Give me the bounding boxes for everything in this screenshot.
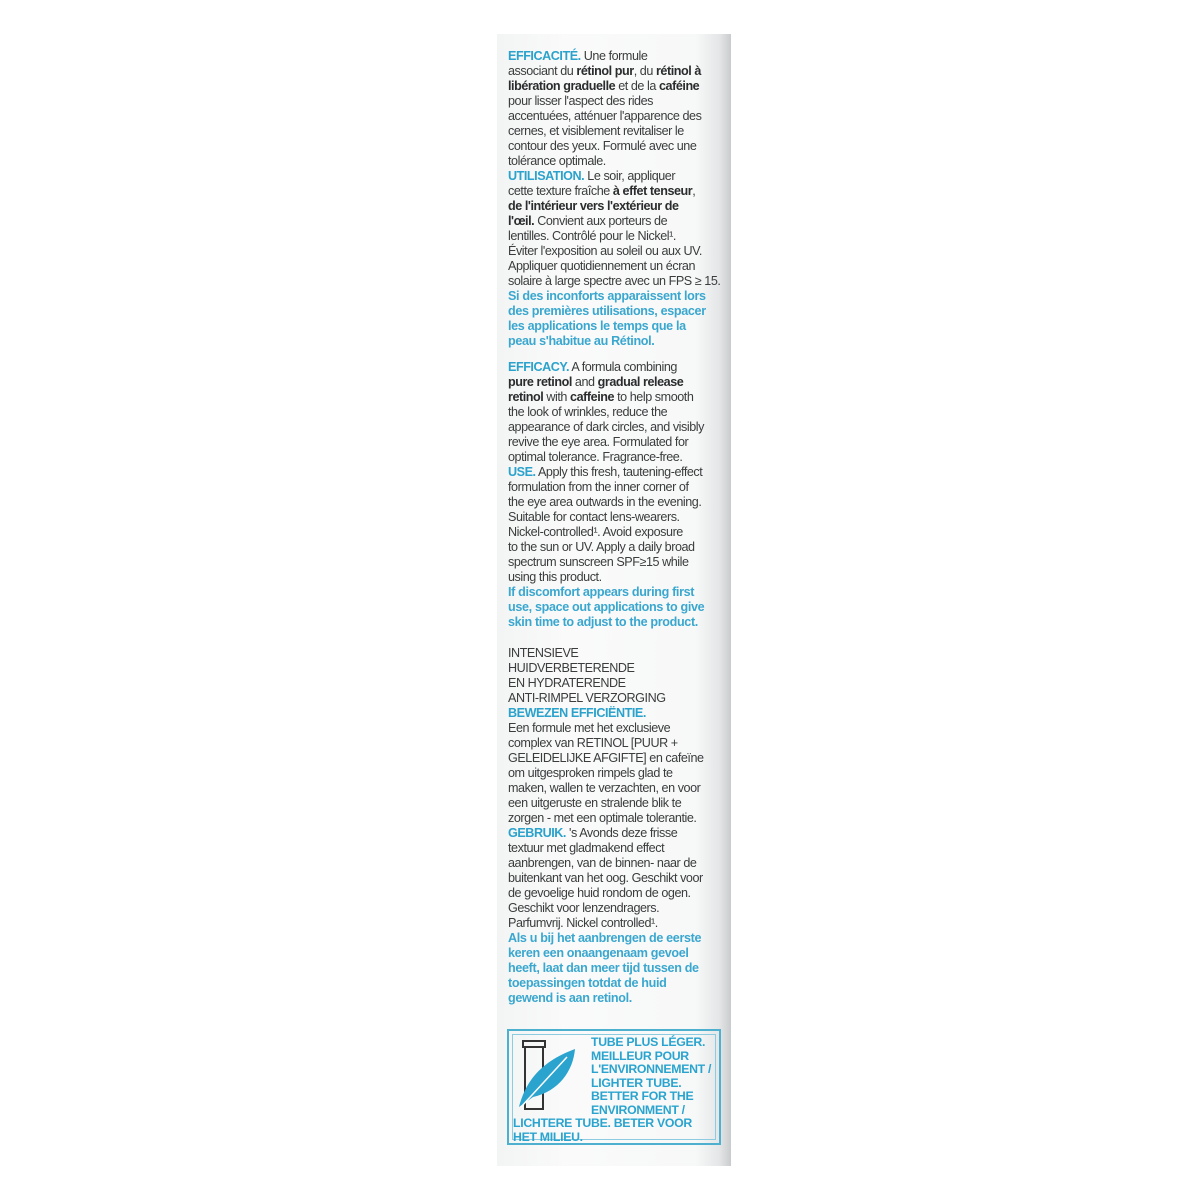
text-line: [508, 600, 733, 615]
text-line: [508, 450, 733, 465]
text-line: [508, 360, 733, 375]
caution-text: skin time to adjust to the product.: [508, 615, 698, 629]
text-segment: pour lisser l'aspect des rides: [508, 94, 653, 108]
text-line: [508, 916, 733, 931]
caution-text: toepassingen totdat de huid: [508, 976, 667, 990]
eco-badge-line: BETTER FOR THE: [591, 1089, 694, 1103]
text-segment: Apply this fresh, tautening-effect: [535, 465, 703, 479]
text-line: [508, 289, 733, 304]
text-line: [508, 676, 733, 691]
text-line: [508, 555, 733, 570]
text-line: [508, 94, 733, 109]
section-heading: UTILISATION.: [508, 169, 585, 183]
text-segment: rétinol pur: [576, 64, 634, 78]
text-segment: formulation from the inner corner of: [508, 480, 689, 494]
text-segment: Éviter l'exposition au soleil ou aux UV.: [508, 244, 702, 258]
caution-text: use, space out applications to give: [508, 600, 705, 614]
text-line: [508, 721, 733, 736]
caution-text: gewend is aan retinol.: [508, 991, 632, 1005]
text-line: [508, 139, 733, 154]
text-line: [508, 64, 733, 79]
text-line: [508, 871, 733, 886]
text-segment: een uitgeruste en stralende blik te: [508, 796, 682, 810]
text-segment: INTENSIEVE: [508, 646, 579, 660]
section-heading: EFFICACITÉ.: [508, 49, 581, 63]
text-segment: 's Avonds deze frisse: [565, 826, 678, 840]
text-line: [508, 766, 733, 781]
text-line: [508, 826, 733, 841]
text-segment: the eye area outwards in the evening.: [508, 495, 702, 509]
text-segment: Een formule met het exclusieve: [508, 721, 671, 735]
text-segment: cette texture fraîche: [508, 184, 613, 198]
section-heading: EFFICACY.: [508, 360, 570, 374]
text-segment: complex van RETINOL [PUUR +: [508, 736, 678, 750]
section-heading: BEWEZEN EFFICIËNTIE.: [508, 706, 646, 720]
text-line: [508, 184, 733, 199]
text-segment: et de la: [615, 79, 659, 93]
text-line: [508, 781, 733, 796]
eco-badge-line: HET MILIEU.: [513, 1129, 583, 1144]
text-line: [508, 751, 733, 766]
text-segment: gradual release: [597, 375, 684, 389]
text-segment: HUIDVERBETERENDE: [508, 661, 635, 675]
text-line: [508, 244, 733, 259]
text-segment: de gevoelige huid rondom de ogen.: [508, 886, 691, 900]
text-segment: optimal tolerance. Fragrance-free.: [508, 450, 683, 464]
text-line: [508, 109, 733, 124]
caution-text: les applications le temps que la: [508, 319, 686, 333]
text-segment: using this product.: [508, 570, 602, 584]
text-segment: GELEIDELIJKE AFGIFTE] en cafeïne: [508, 751, 704, 765]
text-segment: EN HYDRATERENDE: [508, 676, 626, 690]
text-segment: Appliquer quotidiennement un écran: [508, 259, 696, 273]
text-line: [508, 976, 733, 991]
text-line: [508, 154, 733, 169]
text-segment: Suitable for contact lens-wearers.: [508, 510, 680, 524]
caution-text: heeft, laat dan meer tijd tussen de: [508, 961, 699, 975]
caution-text: keren een onaangenaam gevoel: [508, 946, 689, 960]
text-segment: retinol: [508, 390, 544, 404]
text-line: [508, 480, 733, 495]
text-line: [508, 585, 733, 600]
text-segment: Convient aux porteurs de: [534, 214, 668, 228]
text-segment: à effet tenseur: [612, 184, 693, 198]
text-segment: spectrum sunscreen SPF≥15 while: [508, 555, 689, 569]
text-line: [508, 661, 733, 676]
caution-text: Si des inconforts apparaissent lors: [508, 289, 706, 303]
text-segment: pure retinol: [508, 375, 572, 389]
text-segment: ,: [692, 184, 696, 198]
text-line: [508, 510, 733, 525]
text-line: [508, 465, 733, 480]
text-segment: aanbrengen, van de binnen- naar de: [508, 856, 697, 870]
text-segment: appearance of dark circles, and visibly: [508, 420, 704, 434]
text-line: [508, 525, 733, 540]
text-line: [508, 214, 733, 229]
text-line: [508, 931, 733, 946]
text-line: [508, 901, 733, 916]
text-line: [508, 304, 733, 319]
text-line: [508, 961, 733, 976]
text-segment: libération graduelle: [508, 79, 616, 93]
text-segment: Nickel-controlled¹. Avoid exposure: [508, 525, 683, 539]
text-segment: caffeine: [570, 390, 615, 404]
text-line: [508, 405, 733, 420]
text-line: [508, 646, 733, 661]
text-line: [508, 79, 733, 94]
eco-badge-line: LICHTERE TUBE. BETER VOOR: [513, 1116, 693, 1130]
text-line: [508, 420, 733, 435]
caution-text: des premières utilisations, espacer: [508, 304, 706, 318]
text-segment: ANTI-RIMPEL VERZORGING: [508, 691, 666, 705]
text-segment: revive the eye area. Formulated for: [508, 435, 689, 449]
text-segment: maken, wallen te verzachten, en voor: [508, 781, 701, 795]
text-line: [508, 495, 733, 510]
text-line: [508, 946, 733, 961]
text-line: [508, 570, 733, 585]
text-segment: l'œil.: [508, 214, 535, 228]
text-segment: and: [571, 375, 598, 389]
text-segment: A formula combining: [569, 360, 677, 374]
text-segment: , du: [633, 64, 656, 78]
text-line: [508, 124, 733, 139]
section-heading: GEBRUIK.: [508, 826, 566, 840]
caution-text: peau s'habitue au Rétinol.: [508, 334, 655, 348]
text-line: [508, 49, 733, 64]
text-line: [508, 615, 733, 630]
text-segment: to help smooth: [614, 390, 694, 404]
eco-badge-line: LIGHTER TUBE.: [591, 1075, 682, 1090]
text-segment: accentuées, atténuer l'apparence des: [508, 109, 702, 123]
french-text-section: [508, 49, 733, 349]
text-segment: cernes, et visiblement revitaliser le: [508, 124, 684, 138]
text-segment: contour des yeux. Formulé avec une: [508, 139, 697, 153]
eco-badge-text: [509, 1035, 712, 1144]
text-line: [508, 259, 733, 274]
english-text-section: [508, 360, 733, 630]
eco-badge-line: MEILLEUR POUR: [591, 1048, 689, 1063]
text-segment: tolérance optimale.: [508, 154, 606, 168]
text-line: [508, 435, 733, 450]
text-segment: lentilles. Contrôlé pour le Nickel¹.: [508, 229, 676, 243]
eco-badge-line: TUBE PLUS LÉGER.: [591, 1035, 706, 1049]
text-line: [508, 319, 733, 334]
text-line: [508, 886, 733, 901]
text-line: [508, 841, 733, 856]
text-segment: associant du: [508, 64, 577, 78]
text-segment: zorgen - met een optimale tolerantie.: [508, 811, 697, 825]
text-line: [508, 856, 733, 871]
eco-badge-line: L'ENVIRONNEMENT /: [591, 1062, 712, 1076]
text-line: [508, 691, 733, 706]
text-segment: buitenkant van het oog. Geschikt voor: [508, 871, 703, 885]
text-segment: the look of wrinkles, reduce the: [508, 405, 668, 419]
text-line: [508, 390, 733, 405]
text-segment: to the sun or UV. Apply a daily broad: [508, 540, 695, 554]
text-line: [508, 199, 733, 214]
text-segment: om uitgesproken rimpels glad te: [508, 766, 673, 780]
text-line: [508, 169, 733, 184]
text-segment: Parfumvrij. Nickel controlled¹.: [508, 916, 658, 930]
section-heading: USE.: [508, 465, 536, 479]
text-line: [508, 274, 733, 289]
text-line: [508, 811, 733, 826]
packaging-side-panel: [497, 34, 731, 1166]
text-line: [508, 796, 733, 811]
text-segment: caféine: [658, 79, 700, 93]
text-segment: Geschikt voor lenzendragers.: [508, 901, 660, 915]
caution-text: If discomfort appears during first: [508, 585, 695, 599]
text-segment: solaire à large spectre avec un FPS ≥ 15.: [508, 274, 721, 288]
text-line: [508, 991, 733, 1006]
caution-text: Als u bij het aanbrengen de eerste: [508, 931, 702, 945]
text-segment: rétinol à: [655, 64, 701, 78]
text-line: [508, 334, 733, 349]
text-line: [508, 540, 733, 555]
text-line: [508, 736, 733, 751]
text-segment: Une formule: [580, 49, 648, 63]
text-line: [508, 375, 733, 390]
text-line: [508, 229, 733, 244]
text-line: [508, 706, 733, 721]
eco-badge: [507, 1029, 721, 1145]
text-segment: with: [543, 390, 571, 404]
text-segment: textuur met gladmakend effect: [508, 841, 665, 855]
text-segment: de l'intérieur vers l'extérieur de: [508, 199, 679, 213]
dutch-text-section: [508, 646, 733, 1006]
text-segment: Le soir, appliquer: [584, 169, 676, 183]
eco-badge-line: ENVIRONMENT /: [591, 1102, 685, 1117]
